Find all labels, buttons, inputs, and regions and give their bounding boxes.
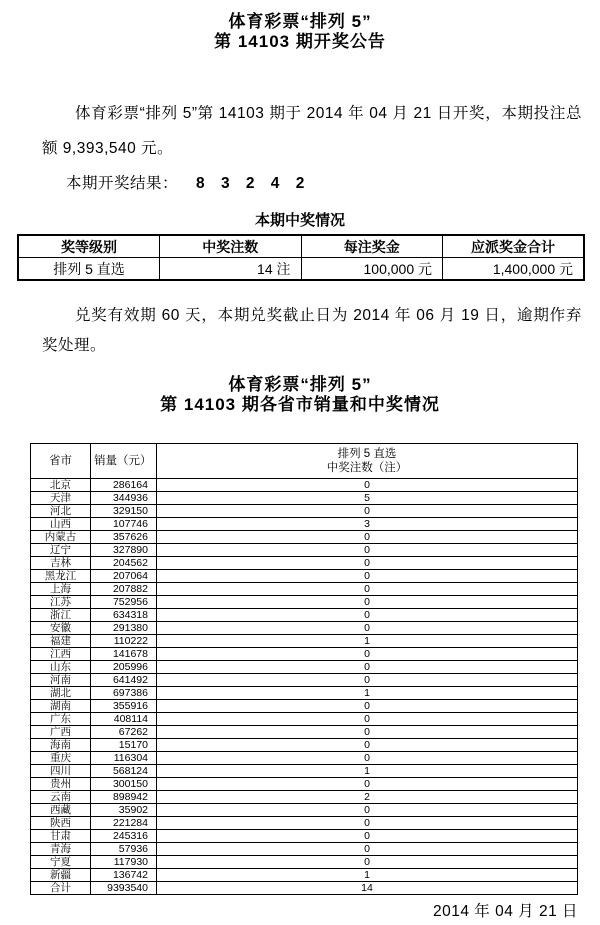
section2-title-line1: 体育彩票“排列 5” bbox=[228, 375, 372, 394]
table-row bbox=[31, 765, 578, 778]
page-title bbox=[0, 0, 600, 52]
province-name-cell: 青海 bbox=[31, 843, 91, 856]
province-table-body bbox=[31, 479, 578, 895]
draw-result-line bbox=[42, 166, 582, 201]
province-sales-cell: 107746 bbox=[91, 518, 157, 531]
province-name-cell: 西藏 bbox=[31, 804, 91, 817]
province-sales-cell: 568124 bbox=[91, 765, 157, 778]
province-sales-cell: 136742 bbox=[91, 869, 157, 882]
table-row bbox=[31, 843, 578, 856]
province-table bbox=[30, 443, 578, 895]
table-row bbox=[31, 505, 578, 518]
province-name-cell: 黑龙江 bbox=[31, 570, 91, 583]
wins-header-line2: 中奖注数（注） bbox=[326, 462, 408, 474]
province-wins-cell: 0 bbox=[157, 609, 578, 622]
prize-table bbox=[17, 234, 585, 281]
province-name-cell: 山东 bbox=[31, 661, 91, 674]
redeem-paragraph: 兑奖有效期 60 天，本期兑奖截止日为 2014 年 06 月 19 日，逾期作弃奖处理。 bbox=[42, 307, 582, 354]
table-row bbox=[31, 869, 578, 882]
prize-table-title: 本期中奖情况 bbox=[254, 212, 345, 229]
province-sales-cell: 207882 bbox=[91, 583, 157, 596]
province-sales-cell: 117930 bbox=[91, 856, 157, 869]
table-row bbox=[31, 518, 578, 531]
province-wins-cell: 0 bbox=[157, 817, 578, 830]
prize-header-amount: 每注奖金 bbox=[301, 235, 443, 258]
province-wins-cell: 5 bbox=[157, 492, 578, 505]
province-name-cell: 海南 bbox=[31, 739, 91, 752]
province-sales-cell: 15170 bbox=[91, 739, 157, 752]
province-name-cell: 四川 bbox=[31, 765, 91, 778]
table-row bbox=[31, 544, 578, 557]
table-row bbox=[31, 817, 578, 830]
province-sales-cell: 207064 bbox=[91, 570, 157, 583]
province-name-cell: 湖北 bbox=[31, 687, 91, 700]
province-wins-cell: 0 bbox=[157, 583, 578, 596]
province-name-cell: 重庆 bbox=[31, 752, 91, 765]
table-row bbox=[31, 596, 578, 609]
province-sales-cell: 110222 bbox=[91, 635, 157, 648]
province-name-cell: 湖南 bbox=[31, 700, 91, 713]
province-wins-cell: 0 bbox=[157, 505, 578, 518]
province-name-cell: 陕西 bbox=[31, 817, 91, 830]
province-name-cell: 甘肃 bbox=[31, 830, 91, 843]
table-row bbox=[31, 713, 578, 726]
province-sales-cell: 752956 bbox=[91, 596, 157, 609]
table-row bbox=[31, 830, 578, 843]
province-wins-cell: 0 bbox=[157, 804, 578, 817]
table-row bbox=[31, 700, 578, 713]
draw-result-label: 本期开奖结果： bbox=[66, 175, 179, 192]
province-sales-cell: 329150 bbox=[91, 505, 157, 518]
province-wins-cell: 1 bbox=[157, 869, 578, 882]
province-name-cell: 贵州 bbox=[31, 778, 91, 791]
intro-paragraph: 体育彩票“排列 5”第 14103 期于 2014 年 04 月 21 日开奖，本期投注总额 9,393,540 元。 bbox=[42, 105, 582, 157]
table-row bbox=[31, 882, 578, 895]
table-row bbox=[31, 687, 578, 700]
province-wins-cell: 0 bbox=[157, 700, 578, 713]
province-name-cell: 山西 bbox=[31, 518, 91, 531]
table-row bbox=[31, 674, 578, 687]
province-wins-cell: 2 bbox=[157, 791, 578, 804]
province-wins-cell: 0 bbox=[157, 661, 578, 674]
table-row bbox=[31, 492, 578, 505]
prize-table-row bbox=[18, 258, 584, 281]
province-name-cell: 江苏 bbox=[31, 596, 91, 609]
page-title-line2: 第 14103 期开奖公告 bbox=[214, 32, 386, 51]
province-name-cell: 合计 bbox=[31, 882, 91, 895]
province-sales-cell: 300150 bbox=[91, 778, 157, 791]
province-name-cell: 辽宁 bbox=[31, 544, 91, 557]
province-sales-cell: 641492 bbox=[91, 674, 157, 687]
table-row bbox=[31, 557, 578, 570]
province-wins-cell: 0 bbox=[157, 544, 578, 557]
province-name-cell: 内蒙古 bbox=[31, 531, 91, 544]
province-sales-cell: 205996 bbox=[91, 661, 157, 674]
prize-table-header-row bbox=[18, 235, 584, 258]
province-sales-cell: 116304 bbox=[91, 752, 157, 765]
section2-title bbox=[0, 375, 600, 415]
prize-total-payout: 1,400,000 元 bbox=[443, 258, 585, 281]
province-wins-cell: 1 bbox=[157, 687, 578, 700]
province-sales-cell: 357626 bbox=[91, 531, 157, 544]
prize-win-count: 14 注 bbox=[160, 258, 302, 281]
province-name-cell: 福建 bbox=[31, 635, 91, 648]
province-table-header-row bbox=[31, 444, 578, 479]
province-name-cell: 云南 bbox=[31, 791, 91, 804]
province-name-cell: 广西 bbox=[31, 726, 91, 739]
draw-result-numbers: 8 3 2 4 2 bbox=[196, 175, 311, 192]
province-wins-cell: 14 bbox=[157, 882, 578, 895]
province-wins-cell: 0 bbox=[157, 479, 578, 492]
section2-title-line2: 第 14103 期各省市销量和中奖情况 bbox=[160, 395, 440, 414]
table-row bbox=[31, 661, 578, 674]
province-wins-cell: 0 bbox=[157, 557, 578, 570]
province-sales-cell: 291380 bbox=[91, 622, 157, 635]
table-row bbox=[31, 479, 578, 492]
province-sales-cell: 697386 bbox=[91, 687, 157, 700]
province-name-cell: 江西 bbox=[31, 648, 91, 661]
province-sales-cell: 355916 bbox=[91, 700, 157, 713]
province-wins-cell: 0 bbox=[157, 856, 578, 869]
province-name-cell: 天津 bbox=[31, 492, 91, 505]
table-row bbox=[31, 531, 578, 544]
province-sales-cell: 9393540 bbox=[91, 882, 157, 895]
province-wins-cell: 0 bbox=[157, 778, 578, 791]
province-wins-cell: 0 bbox=[157, 531, 578, 544]
province-sales-cell: 67262 bbox=[91, 726, 157, 739]
province-name-cell: 北京 bbox=[31, 479, 91, 492]
prize-header-count: 中奖注数 bbox=[160, 235, 302, 258]
table-row bbox=[31, 856, 578, 869]
province-wins-cell: 0 bbox=[157, 843, 578, 856]
table-row bbox=[31, 609, 578, 622]
province-sales-cell: 245316 bbox=[91, 830, 157, 843]
table-row bbox=[31, 726, 578, 739]
table-row bbox=[31, 778, 578, 791]
province-sales-cell: 57936 bbox=[91, 843, 157, 856]
province-wins-cell: 1 bbox=[157, 765, 578, 778]
prize-header-level: 奖等级别 bbox=[18, 235, 160, 258]
table-row bbox=[31, 804, 578, 817]
footer-date: 2014 年 04 月 21 日 bbox=[433, 903, 578, 920]
prize-header-total: 应派奖金合计 bbox=[443, 235, 585, 258]
province-sales-cell: 221284 bbox=[91, 817, 157, 830]
table-row bbox=[31, 739, 578, 752]
province-sales-cell: 344936 bbox=[91, 492, 157, 505]
province-name-cell: 吉林 bbox=[31, 557, 91, 570]
province-name-cell: 浙江 bbox=[31, 609, 91, 622]
province-wins-cell: 0 bbox=[157, 726, 578, 739]
prize-level: 排列 5 直选 bbox=[18, 258, 160, 281]
province-sales-cell: 327890 bbox=[91, 544, 157, 557]
table-row bbox=[31, 570, 578, 583]
table-row bbox=[31, 752, 578, 765]
province-name-cell: 河北 bbox=[31, 505, 91, 518]
prize-per-bet: 100,000 元 bbox=[301, 258, 443, 281]
province-sales-cell: 634318 bbox=[91, 609, 157, 622]
province-wins-cell: 1 bbox=[157, 635, 578, 648]
table-row bbox=[31, 583, 578, 596]
province-sales-cell: 286164 bbox=[91, 479, 157, 492]
province-name-cell: 广东 bbox=[31, 713, 91, 726]
province-wins-cell: 0 bbox=[157, 752, 578, 765]
province-wins-cell: 0 bbox=[157, 570, 578, 583]
province-wins-cell: 3 bbox=[157, 518, 578, 531]
province-name-cell: 河南 bbox=[31, 674, 91, 687]
province-name-cell: 新疆 bbox=[31, 869, 91, 882]
province-wins-cell: 0 bbox=[157, 713, 578, 726]
wins-header-line1: 排列 5 直选 bbox=[337, 448, 397, 460]
table-row bbox=[31, 648, 578, 661]
sales-header: 销量（元） bbox=[91, 444, 157, 479]
province-wins-cell: 0 bbox=[157, 674, 578, 687]
province-wins-cell: 0 bbox=[157, 648, 578, 661]
province-sales-cell: 898942 bbox=[91, 791, 157, 804]
province-name-cell: 宁夏 bbox=[31, 856, 91, 869]
province-wins-cell: 0 bbox=[157, 622, 578, 635]
province-name-cell: 安徽 bbox=[31, 622, 91, 635]
province-sales-cell: 141678 bbox=[91, 648, 157, 661]
province-sales-cell: 35902 bbox=[91, 804, 157, 817]
wins-header bbox=[157, 444, 578, 479]
table-row bbox=[31, 791, 578, 804]
table-row bbox=[31, 635, 578, 648]
province-sales-cell: 408114 bbox=[91, 713, 157, 726]
page-title-line1: 体育彩票“排列 5” bbox=[228, 12, 372, 31]
table-row bbox=[31, 622, 578, 635]
province-wins-cell: 0 bbox=[157, 739, 578, 752]
province-sales-cell: 204562 bbox=[91, 557, 157, 570]
province-header: 省市 bbox=[31, 444, 91, 479]
province-name-cell: 上海 bbox=[31, 583, 91, 596]
province-wins-cell: 0 bbox=[157, 596, 578, 609]
province-wins-cell: 0 bbox=[157, 830, 578, 843]
